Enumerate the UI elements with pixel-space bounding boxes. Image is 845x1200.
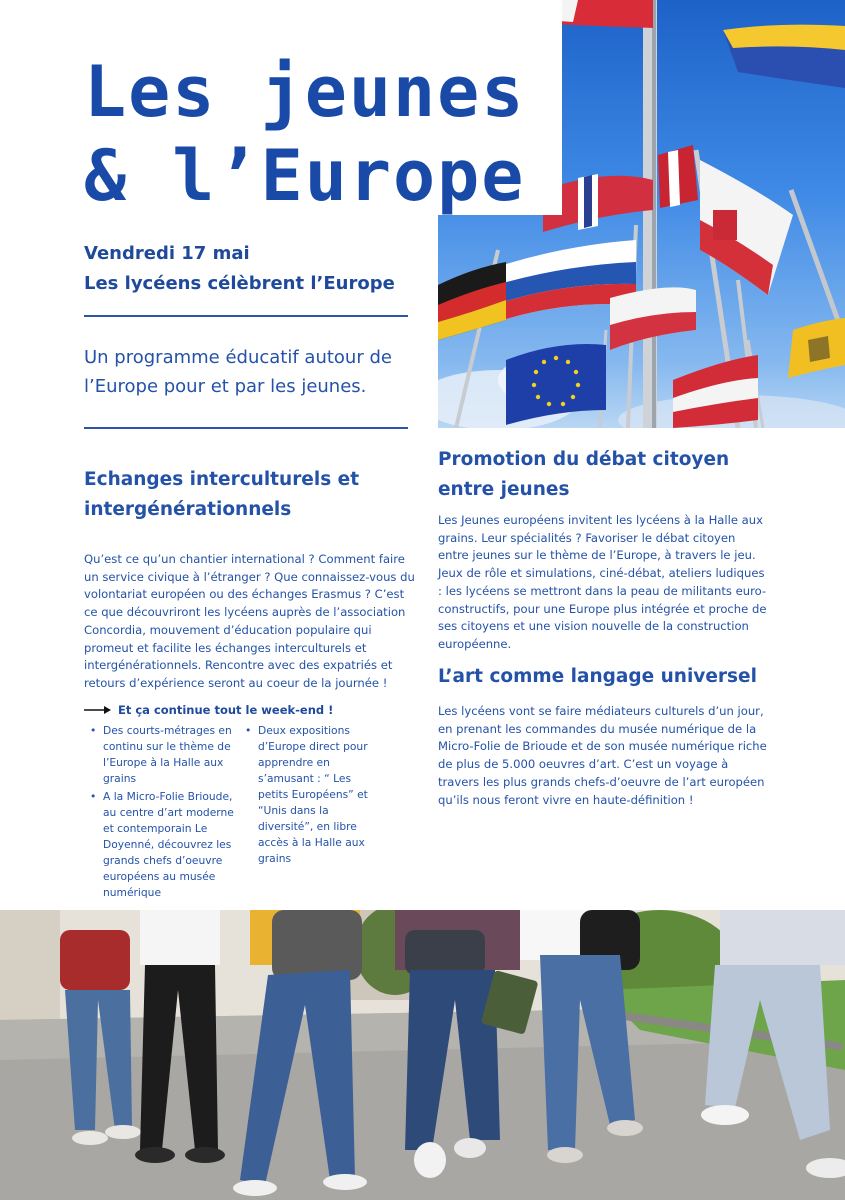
list-item: • Deux expositions d’Europe direct pour apprendre en s’amusant : “ Les petits Européens” et “Unis dans la diversité”, en libre accès à la Halle aux grains — [243, 723, 378, 867]
title-line-2: & l’Europe — [84, 135, 526, 217]
weekend-list-2 — [243, 723, 378, 869]
section-title-art: L’art comme langage universel — [438, 666, 757, 687]
event-subtitle: Les lycéens célèbrent l’Europe — [84, 273, 395, 294]
divider-bottom — [84, 427, 408, 429]
section-body-art: Les lycéens vont se faire médiateurs culturels d’un jour, en prenant les commandes du musée numérique de la Micro-Folie de Brioude et de son musée numérique riche de plus de 5.000 oeuvres d’art. C’est un voyage à travers les plus grands chefs-d’oeuvre de l’art européen qu’ils nous feront vivre en haute-définition ! — [438, 704, 767, 807]
students-illustration — [0, 910, 845, 1200]
event-date: Vendredi 17 mai — [84, 243, 250, 264]
intro-text: Un programme éducatif autour de l’Europe pour et par les jeunes. — [84, 347, 392, 397]
students-walking-photo — [0, 910, 845, 1200]
weekend-list-1 — [88, 723, 236, 903]
list-item: • A la Micro-Folie Brioude, au centre d’art moderne et contemporain Le Doyenné, découvrez les grands chefs d’oeuvre européens au musée numérique — [88, 789, 236, 901]
page-title — [84, 50, 525, 218]
title-line-1: Les jeunes — [84, 51, 526, 133]
section-body-debate: Les Jeunes européens invitent les lycéens à la Halle aux grains. Leur spécialités ? Favoriser le débat citoyen entre jeunes sur le thème de l’Europe, à travers le jeu. Jeux de rôle et simulations, ciné-débat, ateliers ludiques : les lycéens se mettront dans la peau de militants euro-constructifs, pour une Europe plus intégrée et proche de ses citoyens et une vision nouvelle de la construction européenne. — [438, 513, 767, 651]
section-title-debate: Promotion du débat citoyen entre jeunes — [438, 449, 730, 500]
divider-top — [84, 315, 408, 317]
section-body-exchanges: Qu’est ce qu’un chantier international ? Comment faire un service civique à l’étranger ? Que connaissez-vous du volontariat européen ou des échanges Erasmus ? C’est ce que découvriront les lycéens auprès de l’association Concordia, mouvement d’éducation populaire qui promeut et facilite les échanges interculturels et intergénérationnels. Rencontre avec des expatriés et retours d’expérience seront au coeur de la journée ! — [84, 552, 415, 690]
weekend-heading-text: Et ça continue tout le week-end ! — [118, 703, 334, 717]
arrow-right-icon — [84, 705, 112, 715]
weekend-heading — [84, 703, 333, 717]
list-item: • Des courts-métrages en continu sur le thème de l’Europe à la Halle aux grains — [88, 723, 236, 787]
section-title-exchanges: Echanges interculturels et intergénérationnels — [84, 469, 360, 520]
